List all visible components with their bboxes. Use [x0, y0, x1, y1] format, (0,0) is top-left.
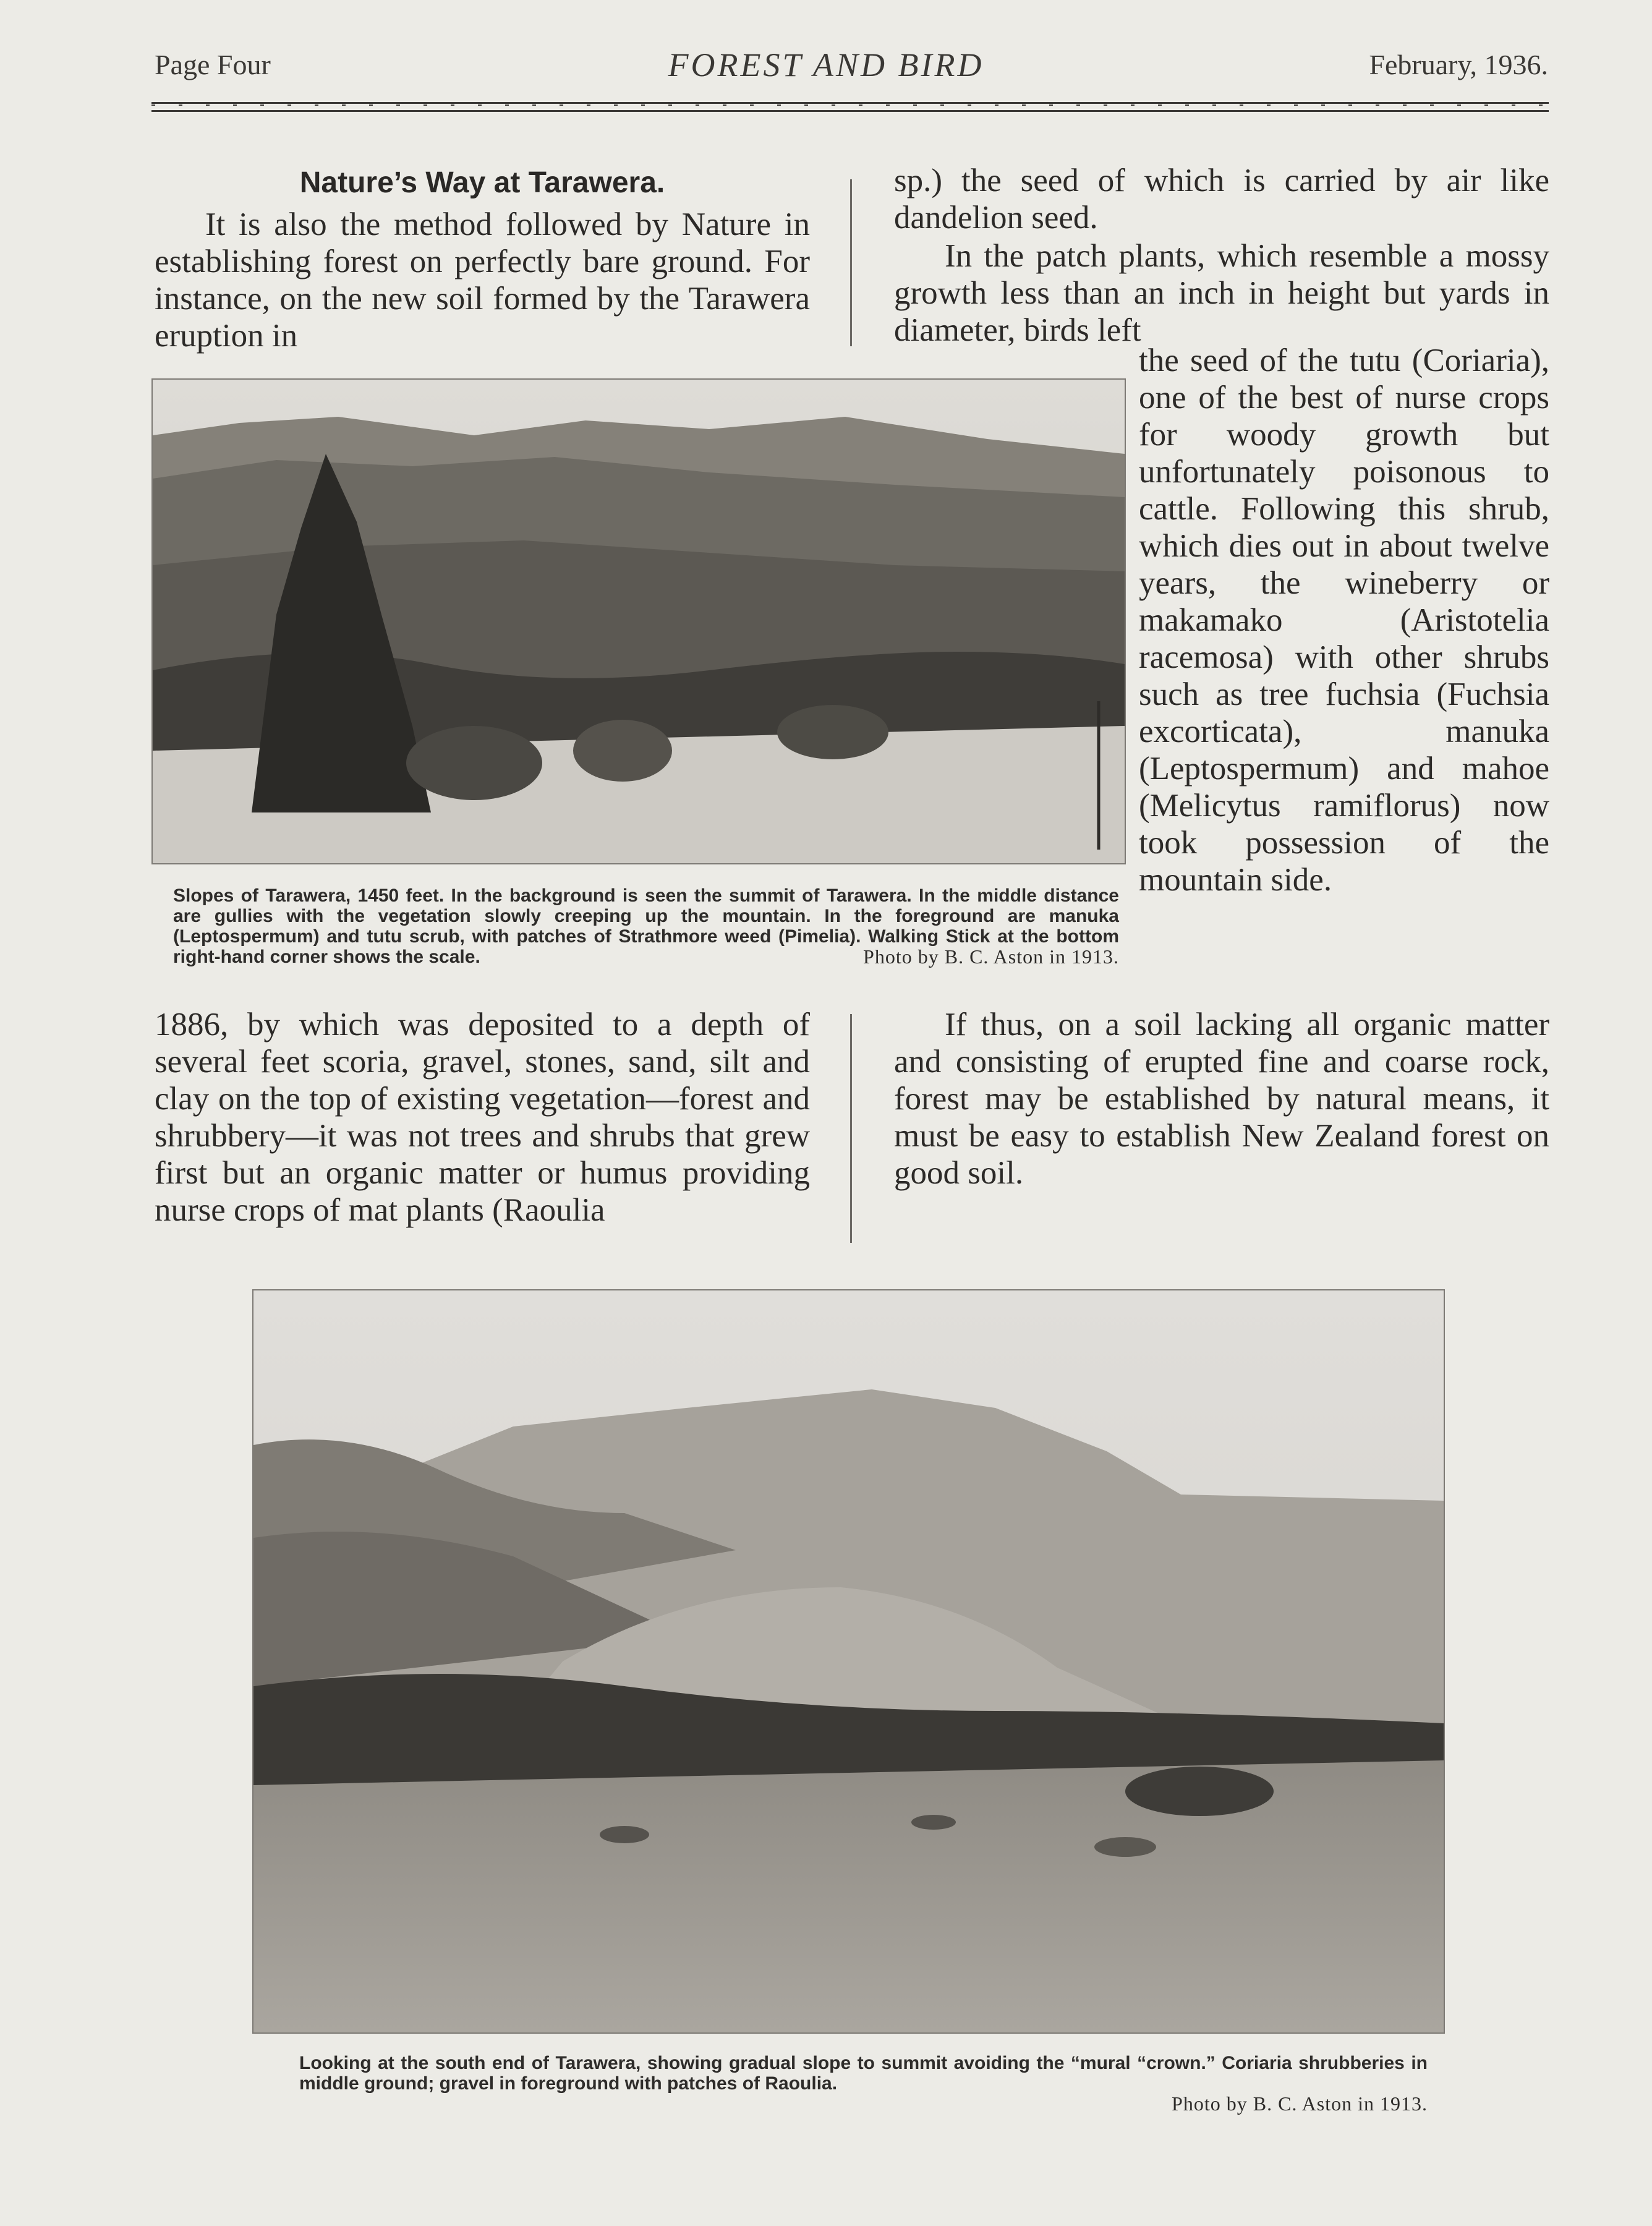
header-rule: [151, 102, 1549, 112]
photo-2-caption: [299, 2053, 1428, 2114]
photo-tarawera-slopes: [151, 378, 1126, 864]
paragraph-3: If thus, on a soil lacking all organic matter and consisting of erupted fine and coarse rock, forest may be established by natural means, it must be easy to establish New Zealand forest on good soil.: [894, 1007, 1549, 1191]
journal-title: FOREST AND BIRD: [668, 46, 984, 83]
paragraph-1-continued: 1886, by which was deposited to a depth of several feet scoria, gravel, stones, sand, silt and clay on the top of existing vegetation—forest and shrubbery—it was not trees and shrubs that grew first but an organic matter or humus providing nurse crops of mat plants (Raoulia: [155, 1007, 810, 1228]
photo-tarawera-south-end: [252, 1289, 1445, 2034]
paragraph-2-continued: the seed of the tutu (Coriaria), one of the best of nurse crops for woody growth but unfortunately poisonous to cattle. Following this shrub, which dies out in about twelve years, the wineberry or makamako (Aristotelia racemosa) with other shrubs such as tree fuchsia (Fuchsia excorticata), manuka (Leptospermum) and mahoe (Melicytus ramiflorus) now took possession of the mountain side.: [1139, 343, 1549, 898]
page-number: Page Four: [155, 49, 271, 80]
photo-2-credit: Photo by B. C. Aston in 1913.: [1172, 2092, 1428, 2115]
paragraph-2-start: In the patch plants, which resemble a mossy growth less than an inch in height but yards in diameter, birds left: [894, 238, 1549, 348]
photo-1-caption-text: Slopes of Tarawera, 1450 feet. In the background is seen the summit of Tarawera. In the middle distance are gullies with the vegetation slowly creeping up the mountain. In the foreground are manuka (Leptospermum) and tutu scrub, with patches of Strathmore weed (Pimelia). Walking Stick at the bottom right-hand corner shows the scale.: [173, 885, 1119, 967]
paragraph-1-end: sp.) the seed of which is carried by air like dandelion seed.: [894, 163, 1549, 236]
photo-1-caption: [173, 885, 1119, 967]
column-divider-bottom: [850, 1014, 852, 1243]
column-divider-top: [850, 179, 852, 346]
article-title: Nature’s Way at Tarawera.: [299, 166, 665, 199]
photo-1-credit: Photo by B. C. Aston in 1913.: [863, 945, 1119, 968]
photo-2-caption-text: Looking at the south end of Tarawera, showing gradual slope to summit avoiding the “mural “crown.” Coriaria shrubberies in middle ground; gravel in foreground with patches of Raoulia.: [299, 2053, 1428, 2094]
paragraph-1-start: It is also the method followed by Nature in establishing forest on perfectly bare ground. For instance, on the new soil formed by the Tarawera eruption in: [155, 207, 810, 354]
issue-date: February, 1936.: [1369, 49, 1548, 80]
